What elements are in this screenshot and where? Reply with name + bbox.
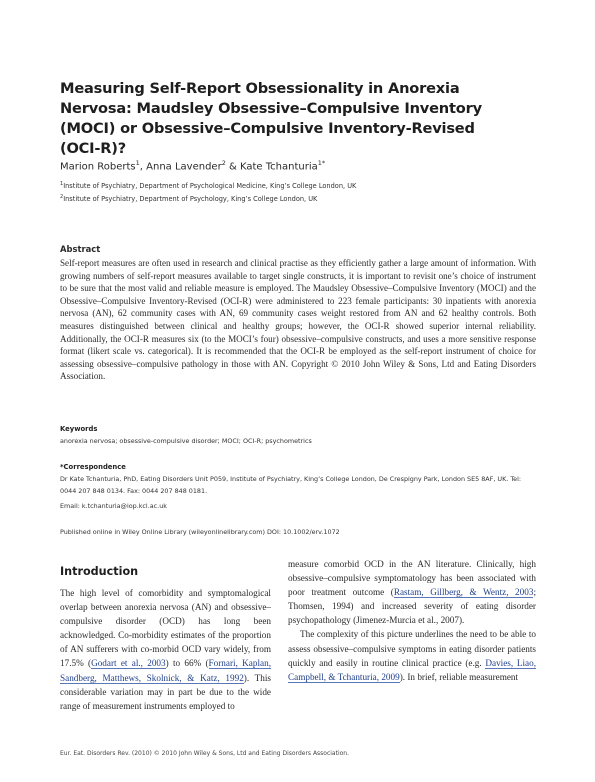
- paragraph: [288, 557, 536, 627]
- introduction-right-column: [288, 557, 536, 684]
- paragraph-text: The complexity of this picture underlines the need to be able to assess obsessive–compulsive symptoms in eating disorder patients quickly and easily in routine clinical practice (e.g.: [288, 629, 536, 668]
- paragraph: [288, 627, 536, 683]
- affiliation: [60, 181, 356, 190]
- paragraph-text: ) to 66% (: [165, 658, 209, 669]
- author-list: [60, 159, 325, 172]
- correspondence-text: Dr Kate Tchanturia, PhD, Eating Disorders Unit P059, Institute of Psychiatry, King’s College London, De Crespigny Park, London SE5 8AF, UK. Tel: 0044 207 848 0134. Fax: 0044 207 848 0181.: [60, 475, 521, 495]
- correspondence-heading: *Correspondence: [60, 463, 126, 471]
- affiliation-mark: 2: [60, 194, 64, 200]
- published-online-note: Published online in Wiley Online Library (wileyonlinelibrary.com) DOI: 10.1002/erv.1072: [60, 528, 340, 536]
- page-footer: Eur. Eat. Disorders Rev. (2010) © 2010 John Wiley & Sons, Ltd and Eating Disorders Association.: [60, 750, 350, 757]
- author-affiliation-mark: 1*: [317, 159, 326, 167]
- author-name: Marion Roberts: [60, 161, 136, 173]
- paragraph-text: ). This considerable variation may in part be due to the wide range of measurement instruments employed to: [60, 672, 271, 711]
- paragraph: [60, 586, 271, 713]
- introduction-heading: Introduction: [60, 565, 139, 578]
- keywords-heading: Keywords: [60, 425, 98, 433]
- abstract-text: Self-report measures are often used in research and clinical practise as they efficiently gather a large amount of information. With growing numbers of self-report measures available to target single constructs, it is important to revisit one’s choice of instrument to be sure that the most valid and reliable measure is employed. The Maudsley Obsessive–Compulsive Inventory (MOCI) and the Obsessive–Compulsive Inventory-Revised (OCI-R) were administered to 223 female participants: 30 inpatients with anorexia nervosa (AN), 62 community cases with AN, 69 community cases weight restored from AN and 62 healthy controls. Both measures distinguished between clinical and healthy groups; however, the OCI-R showed superior internal reliability. Additionally, the OCI-R measures six (to the MOCI’s four) obsessive–compulsive constructs, and uses a more sensitive response format (likert scale vs. categorical). It is recommended that the OCI-R be employed as the self-report instrument of choice for assessing obsessive–compulsive pathology in those with AN. Copyright © 2010 John Wiley & Sons, Ltd and Eating Disorders Association.: [60, 258, 536, 382]
- citation-link[interactable]: Godart et al., 2003: [91, 658, 166, 669]
- affiliation-mark: 1: [60, 181, 64, 187]
- correspondence-email[interactable]: Email: k.tchanturia@iop.kcl.ac.uk: [60, 502, 167, 510]
- affiliation-text: Institute of Psychiatry, Department of Psychology, King’s College London, UK: [63, 195, 318, 204]
- paragraph-text: ). In brief, reliable measurement: [399, 671, 519, 682]
- citation-link[interactable]: Fornari, Kaplan, Sandberg, Matthews, Skolnick, & Katz, 1992: [60, 658, 271, 683]
- affiliation-text: Institute of Psychiatry, Department of Psychological Medicine, King’s College London, UK: [63, 182, 357, 191]
- author-affiliation-mark: 1: [135, 159, 140, 167]
- article-title: Measuring Self-Report Obsessionality in Anorexia Nervosa: Maudsley Obsessive–Compulsive Inventory (MOCI) or Obsessive–Compulsive Inventory-Revised (OCI-R)?: [60, 80, 482, 157]
- author-affiliation-mark: 2: [221, 159, 226, 167]
- author-name: Kate Tchanturia: [239, 161, 318, 173]
- author-separator: &: [225, 161, 240, 173]
- author-separator: ,: [139, 161, 147, 173]
- affiliation: [60, 194, 317, 203]
- introduction-left-column: [60, 586, 271, 713]
- citation-link[interactable]: Davies, Liao, Campbell, & Tchanturia, 2009: [288, 657, 536, 682]
- keywords-text: anorexia nervosa; obsessive-compulsive disorder; MOCI; OCI-R; psychometrics: [60, 437, 312, 445]
- author-name: Anna Lavender: [146, 161, 222, 173]
- citation-link[interactable]: Rastam, Gillberg, & Wentz, 2003: [393, 587, 534, 598]
- paragraph-text: measure comorbid OCD in the AN literature. Clinically, high obsessive–compulsive symptomatology has been associated with poor treatment outcome (: [288, 559, 536, 598]
- paragraph-text: ; Thomsen, 1994) and increased severity of eating disorder psychopathology (Jimenez-Murcia et al., 2007).: [288, 587, 536, 626]
- abstract-heading: Abstract: [60, 244, 101, 254]
- paragraph-text: The high level of comorbidity and symptomalogical overlap between anorexia nervosa (AN) and obsessive–compulsive disorder (OCD) has long been acknowledged. Co-morbidity estimates of the proportion of AN sufferers with co-morbid OCD vary widely, from 17.5% (: [60, 588, 271, 669]
